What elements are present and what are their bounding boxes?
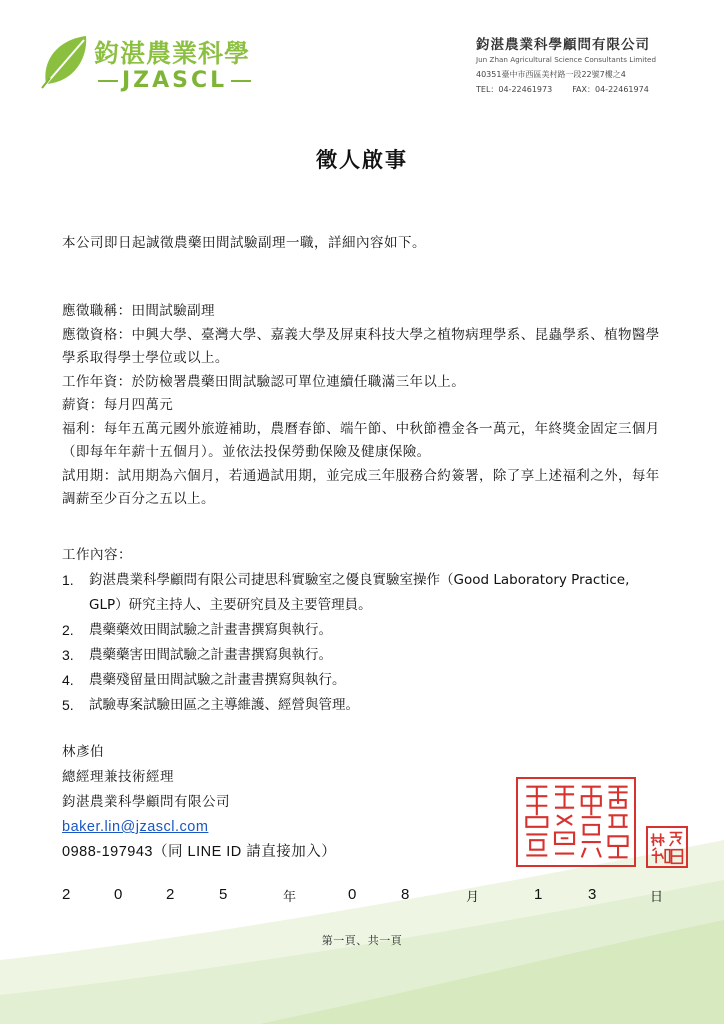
list-item [62,643,666,668]
detail-experience: 工作年資：於防檢署農藥田間試驗認可單位連續任職滿三年以上。 [62,373,466,390]
list-text: 農藥殘留量田間試驗之計畫書撰寫與執行。 [89,672,346,688]
signature-block [62,740,336,865]
date-day-digit: 1 [534,886,543,903]
list-item [62,668,666,693]
logo-english-text: JZASCL [122,68,228,93]
date-day-digit: 3 [588,886,597,903]
list-number: 4. [62,672,74,688]
list-number: 2. [62,622,74,638]
job-details [62,300,666,512]
detail-benefits: 福利：每年五萬元國外旅遊補助，農曆春節、端午節、中秋節禮金各一萬元，年終獎金固定三個月（即每年年薪十五個月）。並依法投保勞動保險及健康保險。 [62,420,660,460]
list-number: 3. [62,647,74,663]
phone-number: 0988-197943（同 LINE ID 請直接加入） [62,844,337,860]
signer-company: 鈞湛農業科學顧問有限公司 [62,794,230,810]
list-text: 農藥藥害田間試驗之計畫書撰寫與執行。 [89,647,332,663]
company-info [476,33,686,95]
date-day-label: 日 [650,889,664,904]
leaf-icon [38,32,94,90]
page-title: 徵人啟事 [316,148,408,172]
date-year-label: 年 [283,889,297,904]
logo-english-name [94,68,255,93]
date-month-digit: 8 [401,886,410,903]
signer-name: 林彥伯 [62,744,104,760]
list-item [62,693,666,718]
list-text: 鈞湛農業科學顧問有限公司捷思科實驗室之優良實驗室操作（Good Laboratory Practice, GLP）研究主持人、主要研究員及主要管理員。 [89,572,630,613]
company-fax: FAX：04-22461974 [572,85,649,94]
duties-heading: 工作內容： [62,547,132,563]
company-contact [476,84,686,95]
page-footer: 第一頁、共一頁 [321,934,403,947]
list-number: 5. [62,697,74,713]
list-number: 1. [62,572,74,588]
signer-position: 總經理兼技術經理 [62,769,174,785]
logo-chinese-name: 鈞湛農業科學 [94,39,251,68]
company-english-name: Jun Zhan Agricultural Science Consultants Limited [476,55,657,64]
duties-list [62,568,666,718]
company-name: 鈞湛農業科學顧問有限公司 [476,37,650,53]
date-year-digit: 5 [219,886,228,903]
detail-title: 應徵職稱：田間試驗副理 [62,303,215,319]
company-address: 40351臺中市西區美村路一段22號7樓之4 [476,70,626,79]
intro-paragraph: 本公司即日起誠徵農藥田間試驗副理一職，詳細內容如下。 [62,235,426,251]
detail-probation: 試用期：試用期為六個月，若通過試用期，並完成三年服務合約簽署，除了享上述福利之外，每年調薪至少百分之五以上。 [62,467,660,507]
detail-qualification: 應徵資格：中興大學、臺灣大學、嘉義大學及屏東科技大學之植物病理學系、昆蟲學系、植物醫學學系取得學士學位或以上。 [62,326,660,366]
list-item [62,568,666,618]
email-link[interactable]: baker.lin@jzascl.com [62,819,209,835]
list-item [62,618,666,643]
personal-seal [646,826,688,868]
date-year-digit: 0 [114,886,123,903]
list-text: 試驗專案試驗田區之主導維護、經營與管理。 [89,697,359,713]
date-year-digit: 2 [62,886,71,903]
company-seal [516,777,636,867]
date-month-digit: 0 [348,886,357,903]
company-tel: TEL：04-22461973 [476,85,553,94]
list-text: 農藥藥效田間試驗之計畫書撰寫與執行。 [89,622,332,638]
detail-salary: 薪資：每月四萬元 [62,397,174,413]
date-month-label: 月 [466,889,480,904]
date-year-digit: 2 [166,886,175,903]
company-logo [38,30,268,98]
